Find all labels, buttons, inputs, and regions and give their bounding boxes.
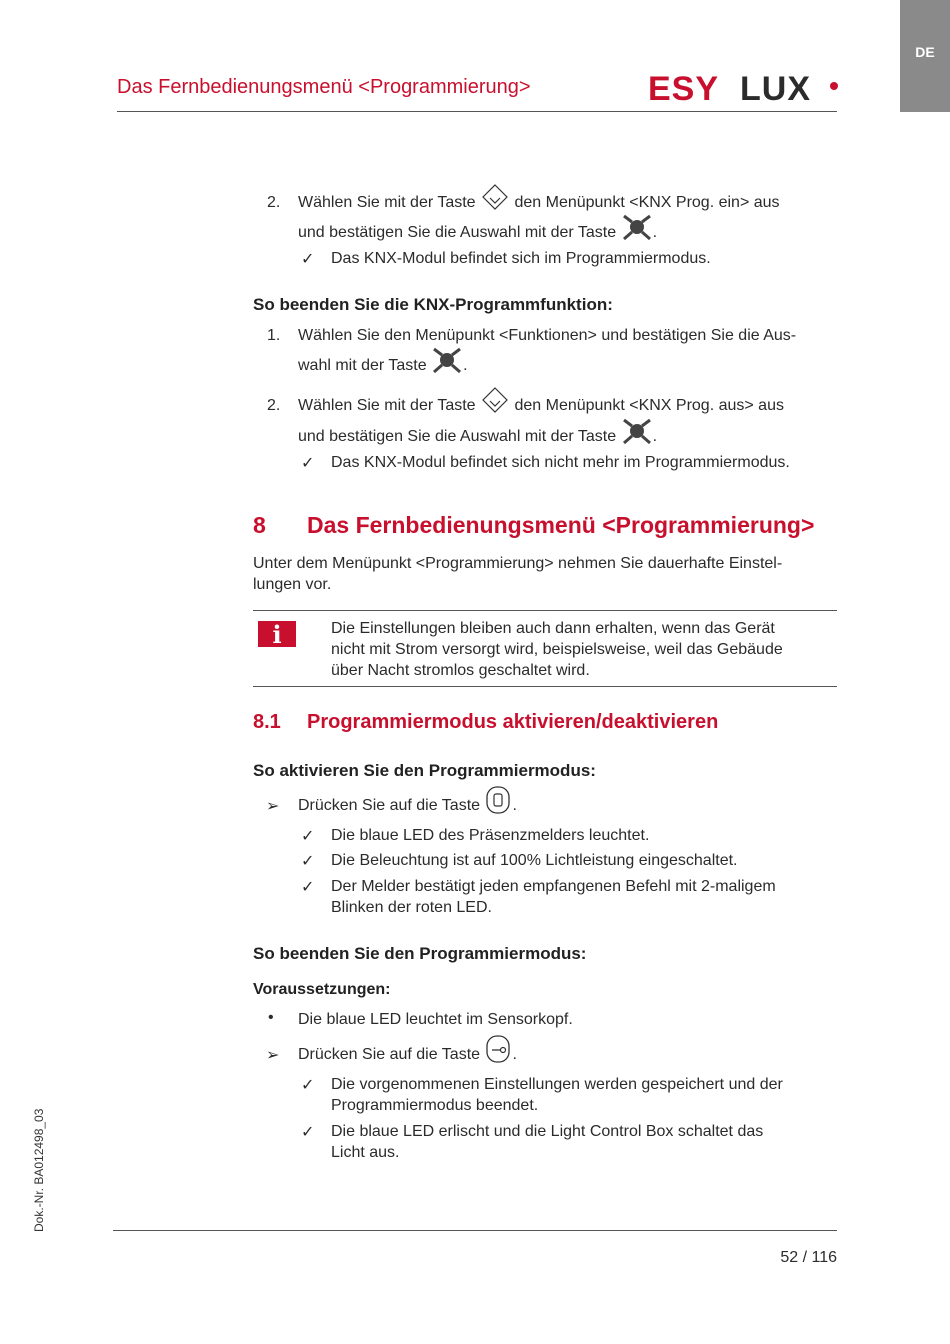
step-text: wahl mit der Taste .: [298, 355, 468, 376]
info-divider-bottom: [253, 686, 837, 687]
ok-cross-button-icon: [621, 212, 653, 242]
info-text: nicht mit Strom versorgt wird, beispielsweise, weil das Gebäude: [331, 641, 783, 658]
ok-cross-button-icon: [431, 345, 463, 375]
bullet-icon: •: [268, 1009, 274, 1026]
result-text: Die vorgenommenen Einstellungen werden gespeichert und der: [331, 1076, 783, 1093]
intro-text: lungen vor.: [253, 576, 332, 593]
program-button-icon: [484, 785, 512, 815]
language-tab: [900, 0, 950, 112]
check-icon: ✓: [301, 1077, 315, 1094]
page-number: 52 / 116: [780, 1249, 837, 1266]
arrow-bullet-icon: ➢: [266, 798, 280, 815]
result-text: Licht aus.: [331, 1144, 400, 1161]
result-text: Programmiermodus beendet.: [331, 1097, 539, 1114]
step-text: Wählen Sie mit der Taste den Menüpunkt <KNX Prog. ein> aus: [298, 192, 780, 213]
result-text: Das KNX-Modul befindet sich nicht mehr im Programmiermodus.: [331, 454, 790, 471]
check-icon: ✓: [301, 251, 315, 268]
prerequisite-text: Die blaue LED leuchtet im Sensorkopf.: [298, 1011, 573, 1028]
esylux-logo: [648, 70, 840, 106]
exit-key-button-icon: [484, 1034, 512, 1064]
ok-cross-button-icon: [621, 416, 653, 446]
info-icon: [258, 621, 296, 647]
check-icon: ✓: [301, 455, 315, 472]
header-divider: [117, 111, 837, 112]
check-icon: ✓: [301, 828, 315, 845]
result-text: Blinken der roten LED.: [331, 899, 492, 916]
info-text: Die Einstellungen bleiben auch dann erhalten, wenn das Gerät: [331, 620, 775, 637]
logo-text-esy: ESY: [648, 70, 720, 106]
document-number: Dok.-Nr. BA012498_03: [32, 1108, 46, 1232]
step-number: 2.: [267, 397, 281, 414]
step-number: 1.: [267, 327, 281, 344]
result-text: Die blaue LED erlischt und die Light Control Box schaltet das: [331, 1123, 764, 1140]
result-text: Die blaue LED des Präsenzmelders leuchtet.: [331, 827, 650, 844]
step-number: 2.: [267, 194, 281, 211]
result-text: Die Beleuchtung ist auf 100% Lichtleistung eingeschaltet.: [331, 852, 738, 869]
action-text: Drücken Sie auf die Taste .: [298, 795, 517, 816]
subheading: So beenden Sie den Programmiermodus:: [253, 944, 587, 963]
diamond-arrow-button-icon: [480, 182, 510, 212]
chapter-title: Das Fernbedienungsmenü <Programmierung>: [307, 512, 815, 538]
action-text: Drücken Sie auf die Taste .: [298, 1044, 517, 1065]
step-text: und bestätigen Sie die Auswahl mit der Taste .: [298, 426, 657, 447]
check-icon: ✓: [301, 1124, 315, 1141]
check-icon: ✓: [301, 879, 315, 896]
info-text: über Nacht stromlos geschaltet wird.: [331, 662, 590, 679]
subheading: So aktivieren Sie den Programmiermodus:: [253, 761, 596, 780]
subheading: So beenden Sie die KNX-Programmfunktion:: [253, 295, 613, 314]
result-text: Das KNX-Modul befindet sich im Programmiermodus.: [331, 250, 711, 267]
arrow-bullet-icon: ➢: [266, 1047, 280, 1064]
section-number: 8.1: [253, 711, 281, 733]
result-text: Der Melder bestätigt jeden empfangenen Befehl mit 2-maligem: [331, 878, 776, 895]
step-text: und bestätigen Sie die Auswahl mit der Taste .: [298, 222, 657, 243]
intro-text: Unter dem Menüpunkt <Programmierung> nehmen Sie dauerhafte Einstel-: [253, 555, 783, 572]
chapter-number: 8: [253, 512, 266, 538]
language-label: DE: [915, 44, 935, 60]
svg-text:i: i: [272, 621, 282, 647]
info-divider-top: [253, 610, 837, 611]
step-text: Wählen Sie mit der Taste den Menüpunkt <KNX Prog. aus> aus: [298, 395, 784, 416]
footer-divider: [113, 1230, 837, 1231]
step-text: Wählen Sie den Menüpunkt <Funktionen> und bestätigen Sie die Aus-: [298, 327, 797, 344]
section-title: Programmiermodus aktivieren/deaktivieren: [307, 711, 719, 733]
check-icon: ✓: [301, 853, 315, 870]
logo-text-lux: LUX: [740, 70, 811, 106]
logo-dot-icon: [830, 82, 838, 90]
diamond-arrow-button-icon: [480, 385, 510, 415]
page-header-title: Das Fernbedienungsmenü <Programmierung>: [117, 76, 531, 98]
prerequisites-heading: Voraussetzungen:: [253, 981, 391, 998]
